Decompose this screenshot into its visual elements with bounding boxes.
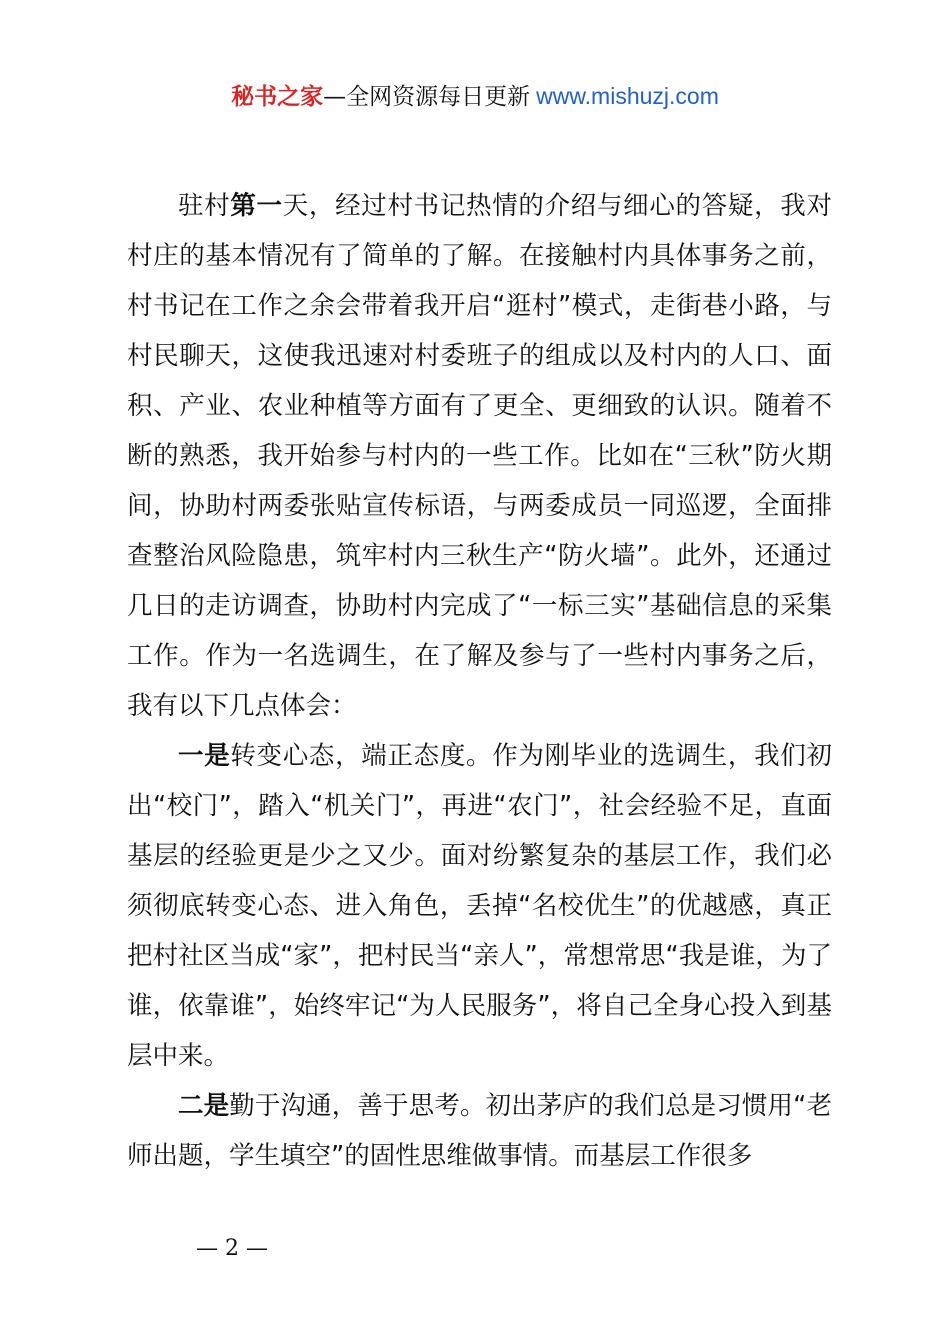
- page-number: — 2 —: [196, 1236, 268, 1261]
- paragraph-intro: [127, 181, 832, 731]
- paragraph-intro-pre: 驻村: [178, 191, 231, 221]
- paragraph-intro-lead: 第一: [230, 191, 283, 221]
- site-url[interactable]: www.mishuzj.com: [536, 83, 719, 109]
- site-header: [0, 78, 950, 115]
- paragraph-intro-text: 天，经过村书记热情的介绍与细心的答疑，我对村庄的基本情况有了简单的了解。在接触村内具体事务之前，村书记在工作之余会带着我开启“逛村”模式，走街巷小路，与村民聊天，这使我迅速对村委班子的组成以及村内的人口、面积、产业、农业种植等方面有了更全、更细致的认识。随着不断的熟悉，我开始参与村内的一些工作。比如在“三秋”防火期间，协助村两委张贴宣传标语，与两委成员一同巡逻，全面排查整治风险隐患，筑牢村内三秋生产“防火墙”。此外，还通过几日的走访调查，协助村内完成了“一标三实”基础信息的采集工作。作为一名选调生，在了解及参与了一些村内事务之后，我有以下几点体会：: [127, 191, 832, 721]
- paragraph-point-two-text: 勤于沟通，善于思考。初出茅庐的我们总是习惯用“老师出题，学生填空”的固性思维做事情。而基层工作很多: [127, 1091, 832, 1171]
- document-body: [127, 181, 832, 1181]
- site-slogan: —全网资源每日更新: [323, 84, 531, 110]
- paragraph-point-one-text: 转变心态，端正态度。作为刚毕业的选调生，我们初出“校门”，踏入“机关门”，再进“农门”，社会经验不足，直面基层的经验更是少之又少。面对纷繁复杂的基层工作，我们必须彻底转变心态、进入角色，丢掉“名校优生”的优越感，真正把村社区当成“家”，把村民当“亲人”，常想常思“我是谁，为了谁，依靠谁”，始终牢记“为人民服务”，将自己全身心投入到基层中来。: [127, 741, 832, 1071]
- paragraph-point-two: [127, 1081, 832, 1181]
- brand-name: 秘书之家: [231, 84, 324, 110]
- paragraph-point-one-lead: 一是: [178, 741, 231, 771]
- paragraph-point-one: [127, 731, 832, 1081]
- paragraph-point-two-lead: 二是: [178, 1091, 230, 1121]
